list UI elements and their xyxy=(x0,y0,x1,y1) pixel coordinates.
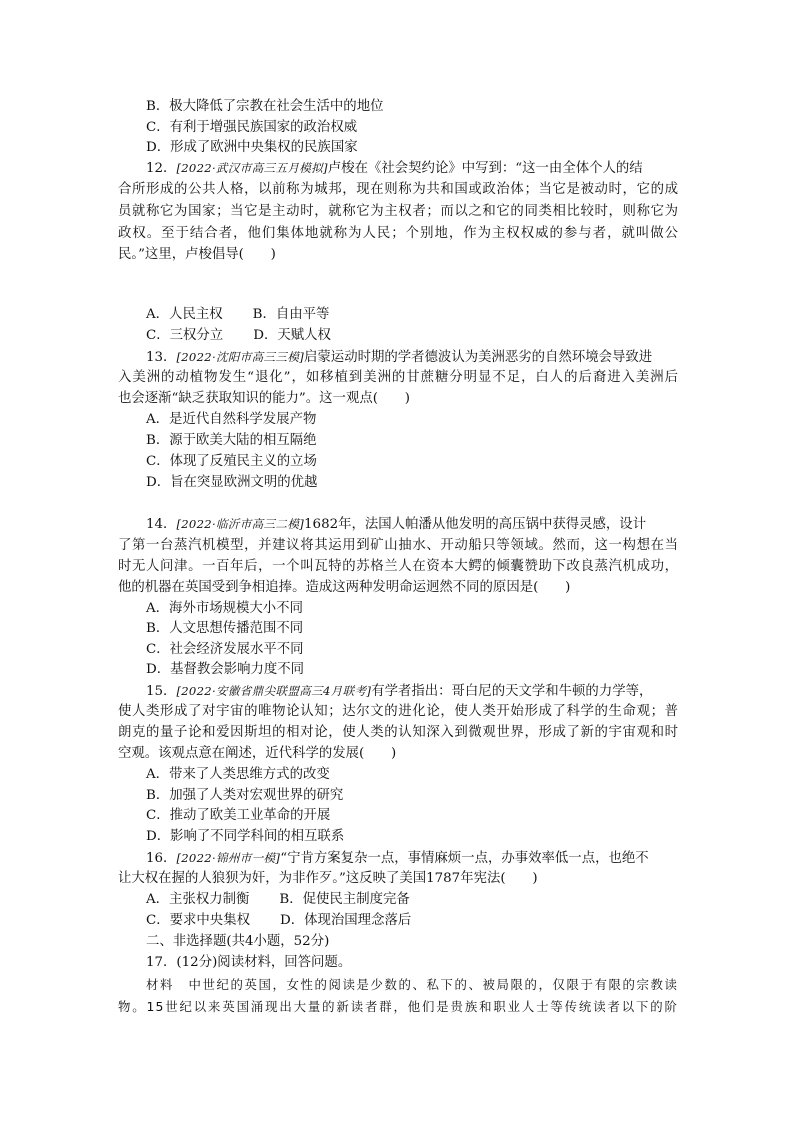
question-source: [2022·沈阳市高三三模] xyxy=(176,350,305,364)
q15-option-d: D．影响了不同学科间的相互联系 xyxy=(146,829,345,844)
q15-option-b: B．加强了人类对宏观世界的研究 xyxy=(146,788,344,803)
q17-material-line-2: 物。15世纪以来英国涌现出大量的新读者群，他们是贵族和职业人士等传统读者以下的阶 xyxy=(118,999,678,1014)
q12-line-1: 12．[2022·武汉市高三五月模拟]卢梭在《社会契约论》中写到：“这一由全体个人的结 xyxy=(146,161,643,176)
q15-option-a: A．带来了人类思维方式的改变 xyxy=(146,767,330,782)
q14-line-1: 14．[2022·临沂市高三二模]1682年，法国人帕潘从他发明的高压锅中获得灵感，设计 xyxy=(146,517,647,532)
question-number: 12． xyxy=(146,161,177,176)
q13-option-c: C．体现了反殖民主义的立场 xyxy=(146,454,317,469)
q16-line-1: 16．[2022·锦州市一模]“宁肯方案复杂一点，事情麻烦一点，办事效率低一点，也绝不 xyxy=(146,851,649,866)
q17-stem: 17．(12分)阅读材料，回答问题。 xyxy=(146,955,352,970)
q17-material-line-1: 材料 中世纪的英国，女性的阅读是少数的、私下的、被局限的，仅限于有限的宗教读 xyxy=(146,977,678,992)
question-number: 15． xyxy=(146,684,177,699)
q16-line-2: 让大权在握的人狼狈为奸，为非作歹。”这反映了美国1787年宪法( ) xyxy=(118,871,538,886)
q14-option-c: C．社会经济发展水平不同 xyxy=(146,642,304,657)
question-number: 13． xyxy=(146,350,177,365)
question-source: [2022·临沂市高三二模] xyxy=(176,517,305,531)
q12-option-a: A．人民主权 xyxy=(146,307,223,322)
q12-line-2: 合所形成的公共人格，以前称为城邦，现在则称为共和国或政治体；当它是被动时，它的成 xyxy=(118,182,678,197)
q12-options-ab xyxy=(146,305,706,325)
q16-option-b: B．促使民主制度完备 xyxy=(279,892,410,907)
q12-line-4: 政权。至于结合者，他们集体地就称为人民；个别地，作为主权权威的参与者，就叫做公 xyxy=(118,226,678,241)
q16-option-c: C．要求中央集权 xyxy=(146,913,250,928)
q14-option-b: B．人文思想传播范围不同 xyxy=(146,621,304,636)
q15-line-1: 15．[2022·安徽省鼎尖联盟高三4月联考]有学者指出：哥白尼的天文学和牛顿的力学等， xyxy=(146,684,653,699)
q14-line-3: 时无人问津。一百年后，一个叫瓦特的苏格兰人在资本大鳄的倾囊赞助下改良蒸汽机成功， xyxy=(118,559,678,574)
q16-option-a: A．主张权力制衡 xyxy=(146,892,250,907)
q13-line-3: 也会逐渐“缺乏获取知识的能力”。这一观点( ) xyxy=(118,391,410,406)
q12-option-d: D．天赋人权 xyxy=(253,328,331,343)
q12-options-cd xyxy=(146,326,706,346)
section-heading: 二、非选择题(共4小题，52分) xyxy=(146,934,330,949)
q15-line-3: 朗克的量子论和爱因斯坦的相对论，使人类的认知深入到微观世界，形成了新的宇宙观和时 xyxy=(118,725,678,740)
q16-option-d: D．体现治国理念落后 xyxy=(279,913,412,928)
q11-option-d: D．形成了欧洲中央集权的民族国家 xyxy=(146,140,358,155)
q13-line-2: 入美洲的动植物发生“退化”，如移植到美洲的甘蔗糖分明显不足，白人的后裔进入美洲后 xyxy=(118,370,678,385)
q13-option-b: B．源于欧美大陆的相互隔绝 xyxy=(146,433,317,448)
q15-line-2: 使人类形成了对宇宙的唯物论认知；达尔文的进化论，使人类开始形成了科学的生命观；普 xyxy=(118,704,678,719)
q15-option-c: C．推动了欧美工业革命的开展 xyxy=(146,808,331,823)
q16-options-ab xyxy=(146,890,706,910)
q15-line-4: 空观。该观点意在阐述，近代科学的发展( ) xyxy=(118,746,397,761)
q14-line-4: 他的机器在英国受到争相追捧。造成这两种发明命运迥然不同的原因是( ) xyxy=(118,580,571,595)
question-source: [2022·锦州市一模] xyxy=(176,851,281,865)
question-source: [2022·武汉市高三五月模拟] xyxy=(176,161,328,175)
material-label: 材料 xyxy=(146,977,174,992)
q12-option-c: C．三权分立 xyxy=(146,328,224,343)
q14-option-a: A．海外市场规模大小不同 xyxy=(146,601,303,616)
q12-line-5: 民。”这里，卢梭倡导( ) xyxy=(118,247,276,262)
q13-option-a: A．是近代自然科学发展产物 xyxy=(146,412,317,427)
question-source: [2022·安徽省鼎尖联盟高三4月联考] xyxy=(176,684,372,698)
q16-options-cd xyxy=(146,911,706,931)
question-number: 16． xyxy=(146,851,177,866)
q14-line-2: 了第一台蒸汽机模型，并建议将其运用到矿山抽水、开动船只等领域。然而，这一构想在当 xyxy=(118,538,678,553)
q11-option-b: B．极大降低了宗教在社会生活中的地位 xyxy=(146,99,384,114)
q14-option-d: D．基督教会影响力度不同 xyxy=(146,662,305,677)
question-number: 14． xyxy=(146,517,177,532)
q13-option-d: D．旨在突显欧洲文明的优越 xyxy=(146,475,318,490)
q13-line-1: 13．[2022·沈阳市高三三模]启蒙运动时期的学者德波认为美洲恶劣的自然环境会导致进 xyxy=(146,350,653,365)
q12-line-3: 员就称它为国家；当它是主动时，就称它为主权者；而以之和它的同类相比较时，则称它为 xyxy=(118,204,678,219)
q11-option-c: C．有利于增强民族国家的政治权威 xyxy=(146,120,358,135)
q12-option-b: B．自由平等 xyxy=(252,307,330,322)
